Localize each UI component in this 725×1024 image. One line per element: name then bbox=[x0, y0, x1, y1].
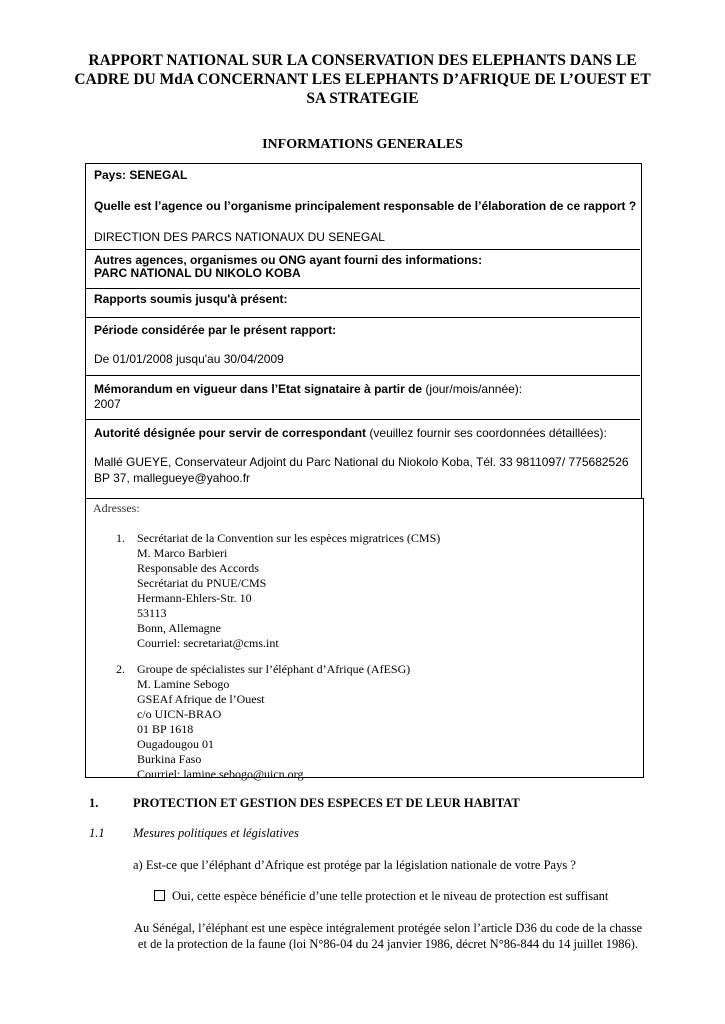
address-line: Hermann-Ehlers-Str. 10 bbox=[137, 591, 252, 605]
period-answer: De 01/01/2008 jusqu'au 30/04/2009 bbox=[94, 352, 284, 366]
other-agencies-answer: PARC NATIONAL DU NIKOLO KOBA bbox=[94, 266, 301, 280]
checkbox[interactable] bbox=[154, 890, 165, 901]
country-label: Pays: SENEGAL bbox=[94, 168, 188, 182]
address-line: Courriel: secretariat@cms.int bbox=[137, 636, 279, 650]
section-1-1-number: 1.1 bbox=[89, 826, 105, 840]
address-line: M. Marco Barbieri bbox=[137, 546, 228, 560]
other-agencies-question: Autres agences, organismes ou ONG ayant fourni des informations: bbox=[94, 253, 483, 267]
paragraph-line: Au Sénégal, l’éléphant est une espèce intégralement protégée selon l’article D36 du code de la chasse bbox=[133, 921, 643, 935]
address-afesg bbox=[137, 662, 410, 782]
authority-answer-line1: Mallé GUEYE, Conservateur Adjoint du Parc National du Niokolo Koba, Tél. 33 9811097/ 775682526 bbox=[94, 455, 629, 469]
paragraph-line: et de la protection de la faune (loi N°86-04 du 24 janvier 1986, décret N°86-844 du 14 juillet 1986). bbox=[137, 937, 639, 951]
period-question: Période considérée par le présent rapport: bbox=[94, 323, 337, 337]
option-label: Oui, cette espèce bénéficie d’une telle protection et le niveau de protection est suffisant bbox=[172, 889, 609, 903]
address-line: M. Lamine Sebogo bbox=[137, 677, 230, 691]
section-1-1-title: Mesures politiques et législatives bbox=[133, 826, 299, 840]
address-line: Groupe de spécialistes sur l’éléphant d’Afrique (AfESG) bbox=[137, 662, 411, 676]
report-title bbox=[60, 51, 665, 108]
option-protected-sufficient[interactable] bbox=[154, 889, 608, 904]
address-line: Burkina Faso bbox=[137, 752, 202, 766]
authority-question bbox=[94, 426, 607, 440]
section-1-number: 1. bbox=[89, 796, 99, 810]
address-line: Bonn, Allemagne bbox=[137, 621, 221, 635]
reports-question: Rapports soumis jusqu'à présent: bbox=[94, 292, 288, 306]
address-line: c/o UICN-BRAO bbox=[137, 707, 222, 721]
addresses-label: Adresses: bbox=[93, 501, 140, 515]
authority-hint: (veuillez fournir ses coordonnées détaillées): bbox=[366, 426, 607, 440]
agency-question: Quelle est l’agence ou l’organisme principalement responsable de l’élaboration de ce rapport ? bbox=[94, 199, 637, 213]
address-number: 1. bbox=[116, 531, 125, 545]
title-line: RAPPORT NATIONAL SUR LA CONSERVATION DES ELEPHANTS DANS LE bbox=[88, 52, 637, 69]
agency-answer: DIRECTION DES PARCS NATIONAUX DU SENEGAL bbox=[94, 230, 385, 244]
authority-answer-line2: BP 37, mallegueye@yahoo.fr bbox=[94, 471, 251, 485]
memorandum-question bbox=[94, 382, 522, 396]
memorandum-hint: (jour/mois/année): bbox=[422, 382, 523, 396]
memorandum-label: Mémorandum en vigueur dans l’Etat signataire à partir de bbox=[94, 382, 423, 396]
section-1-title: PROTECTION ET GESTION DES ESPECES ET DE LEUR HABITAT bbox=[133, 796, 520, 810]
memorandum-answer: 2007 bbox=[94, 397, 121, 411]
title-line: CADRE DU MdA CONCERNANT LES ELEPHANTS D’AFRIQUE DE L’OUEST ET bbox=[74, 71, 651, 88]
address-number: 2. bbox=[116, 662, 125, 676]
question-a: a) Est-ce que l’éléphant d’Afrique est protége par la législation nationale de votre Pays ? bbox=[133, 858, 576, 872]
section-heading-general-info: INFORMATIONS GENERALES bbox=[262, 137, 463, 152]
address-line: GSEAf Afrique de l’Ouest bbox=[137, 692, 265, 706]
address-line: 53113 bbox=[137, 606, 167, 620]
address-line: 01 BP 1618 bbox=[137, 722, 194, 736]
address-line: Courriel: lamine.sebogo@uicn.org bbox=[137, 767, 304, 781]
authority-label: Autorité désignée pour servir de correspondant bbox=[94, 426, 367, 440]
address-line: Responsable des Accords bbox=[137, 561, 259, 575]
answer-paragraph bbox=[128, 920, 648, 952]
title-line: SA STRATEGIE bbox=[306, 90, 419, 107]
address-line: Secrétariat du PNUE/CMS bbox=[137, 576, 267, 590]
address-line: Ougadougou 01 bbox=[137, 737, 214, 751]
address-line: Secrétariat de la Convention sur les espèces migratrices (CMS) bbox=[137, 531, 441, 545]
address-cms bbox=[137, 531, 440, 651]
